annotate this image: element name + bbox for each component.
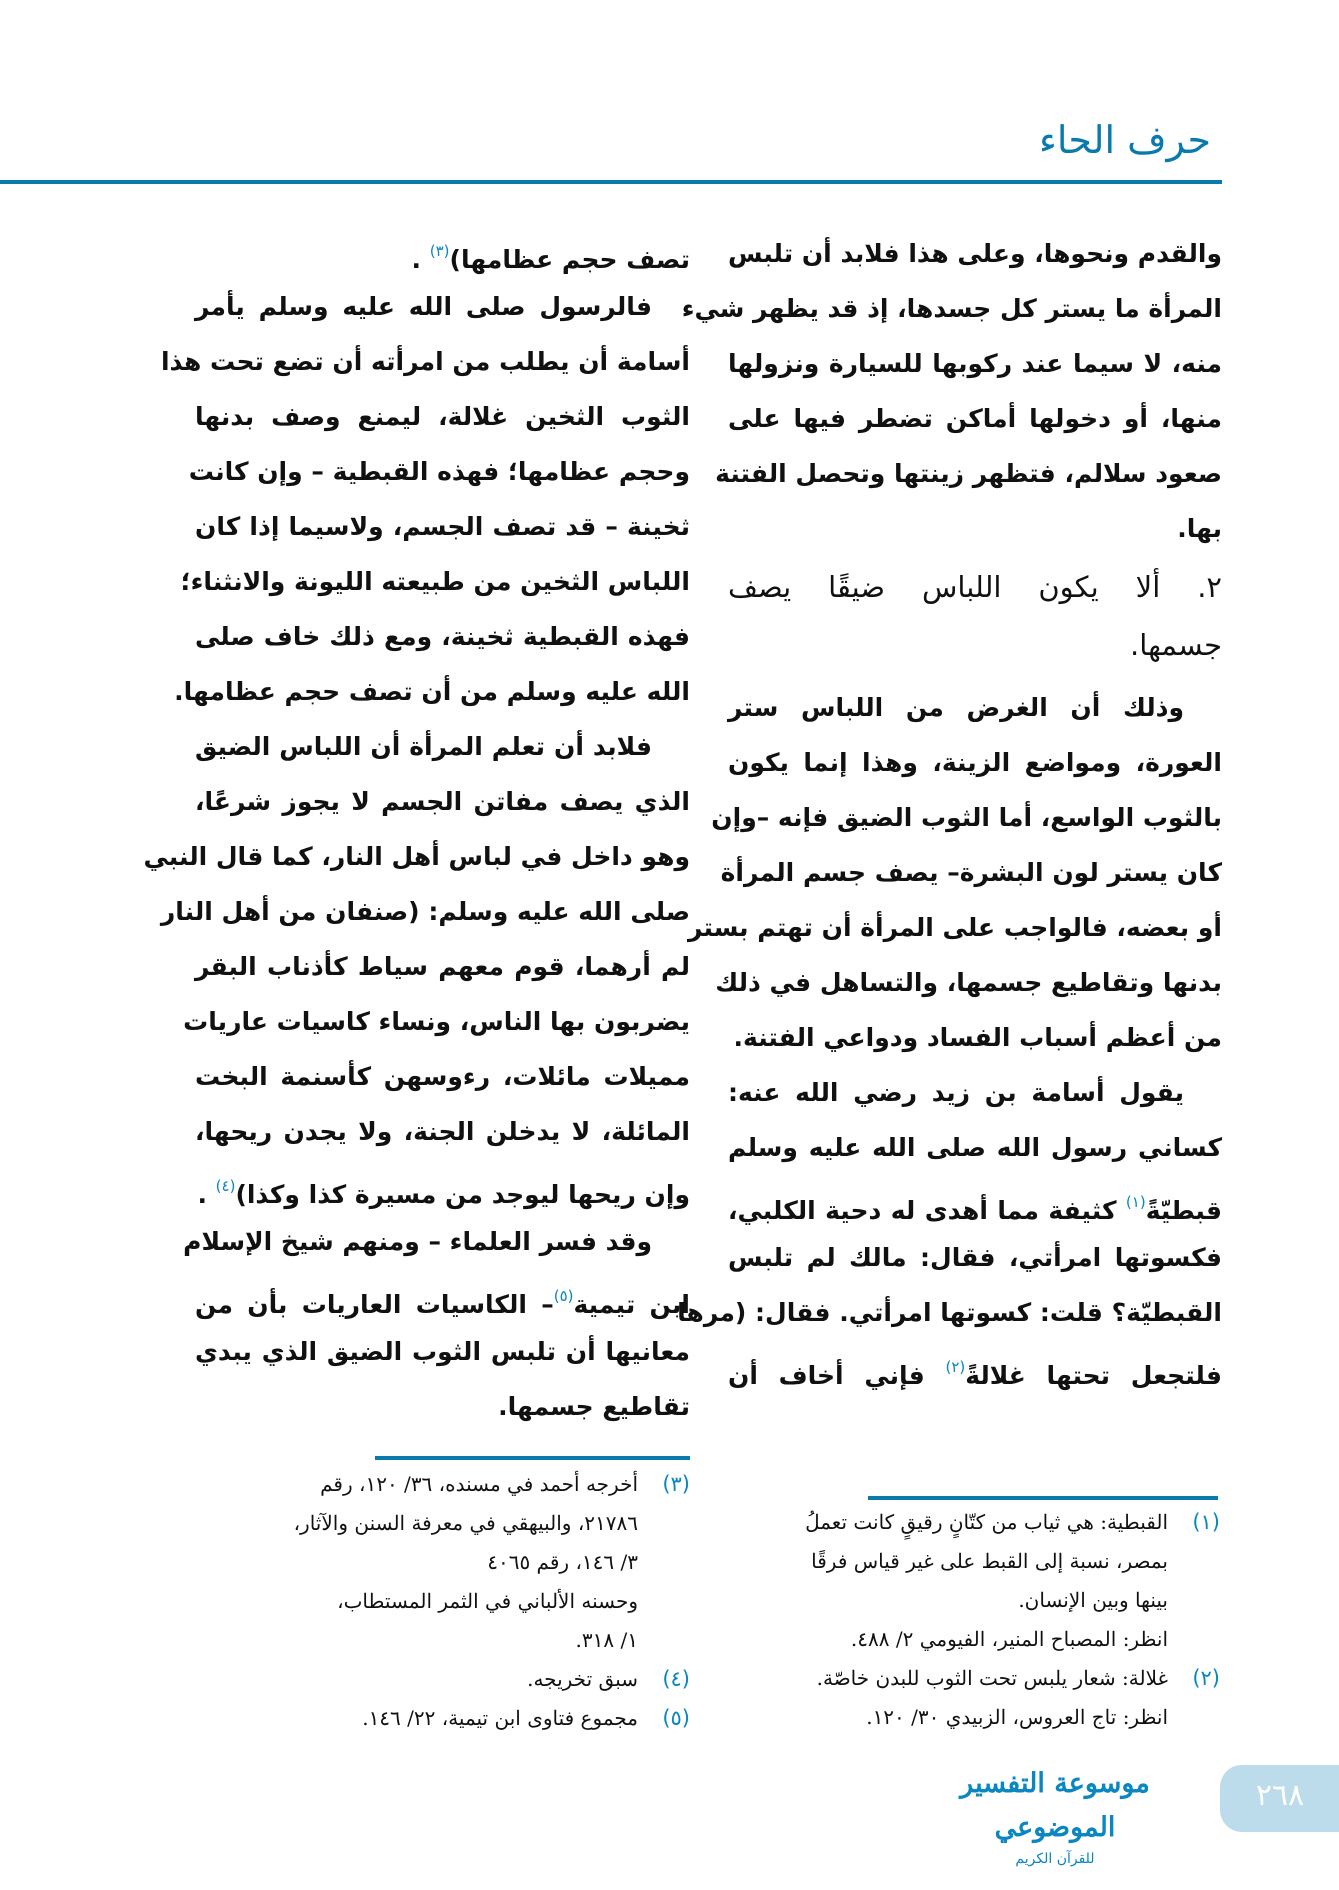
text-line: يضربون بها الناس، ونساء كاسيات عاريات (183, 1007, 690, 1036)
publisher-logo (930, 1762, 1180, 1868)
footnote-body (195, 1465, 638, 1660)
paragraph (143, 719, 690, 1214)
text-line: الله عليه وسلم من أن تصف حجم عظامها. (174, 677, 690, 706)
text-line: بها. (1177, 514, 1222, 543)
text-line: مميلات مائلات، رءوسهن كأسنمة البخت (195, 1062, 690, 1091)
footnote-reference[interactable]: (٣) (429, 242, 450, 260)
footnote-line: سبق تخريجه. (527, 1667, 638, 1691)
text-line: بالثوب الواسع، أما الثوب الضيق فإنه –وإن (711, 803, 1222, 832)
footnote-line: أخرجه أحمد في مسنده، ٣٦/ ١٢٠، رقم (320, 1472, 638, 1496)
text-line (195, 1269, 690, 1324)
text-line: معانيها أن تلبس الثوب الضيق الذي يبدي (195, 1337, 690, 1366)
text-line: منها، أو دخولها أماكن تضطر فيها على (728, 404, 1222, 433)
footnote-line: ٢١٧٨٦، والبيهقي في معرفة السنن والآثار، (293, 1511, 638, 1535)
footnote-number: (٥) (662, 1706, 690, 1730)
text-line: فالرسول صلى الله عليه وسلم يأمر (195, 292, 652, 321)
footnote-reference[interactable]: (١) (1125, 1193, 1146, 1211)
footnotes-right (720, 1503, 1220, 1737)
text-segment: وإن ريحها ليوجد من مسيرة كذا وكذا) (235, 1180, 690, 1209)
footnote-line: ١/ ٣١٨. (575, 1628, 638, 1652)
footnote-reference[interactable]: (٥) (553, 1287, 574, 1305)
text-line: من أعظم أسباب الفساد ودواعي الفتنة. (733, 1023, 1222, 1052)
left-text-column (143, 224, 690, 1434)
chapter-title: حرف الحاء (1038, 118, 1211, 162)
text-line: المائلة، لا يدخلن الجنة، ولا يجدن ريحها، (195, 1117, 690, 1146)
text-segment: فإني أخاف أن (728, 1361, 946, 1390)
footnote-line: انظر: المصباح المنير، الفيومي ٢/ ٤٨٨. (850, 1627, 1168, 1651)
text-line: القبطيّة؟ قلت: كسوتها امرأتي. فقال: (مرها (677, 1298, 1222, 1327)
footnote-line: انظر: تاج العروس، الزبيدي ٣٠/ ١٢٠. (866, 1705, 1168, 1729)
logo-title: موسوعة التفسير الموضوعي (960, 1768, 1150, 1843)
text-line: بدنها وتقاطيع جسمها، والتساهل في ذلك (715, 968, 1222, 997)
text-line: أو بعضه، فالواجب على المرأة أن تهتم بستر (687, 913, 1222, 942)
footnote-number: (١) (1192, 1510, 1220, 1534)
footnotes-left (195, 1465, 690, 1738)
text-line: يقول أسامة بن زيد رضي الله عنه: (728, 1078, 1184, 1107)
text-line: اللباس الثخين من طبيعته الليونة والانثناء؛ (180, 567, 690, 596)
footnote-line: ٣/ ١٤٦، رقم ٤٠٦٥ (487, 1550, 638, 1574)
footnote-reference[interactable]: (٢) (945, 1358, 966, 1376)
paragraph (183, 1214, 690, 1434)
footnote-line: بينها وبين الإنسان. (1018, 1588, 1168, 1612)
paragraph (677, 1065, 1222, 1395)
footnote-body (720, 1503, 1168, 1659)
text-segment: قبطيّةً (1145, 1196, 1222, 1225)
right-text-column (677, 226, 1222, 1395)
text-line: كساني رسول الله صلى الله عليه وسلم (728, 1133, 1222, 1162)
footnote (195, 1465, 690, 1660)
text-line: فلابد أن تعلم المرأة أن اللباس الضيق (195, 732, 652, 761)
footnote-line: وحسنه الألباني في الثمر المستطاب، (337, 1589, 638, 1613)
text-segment: كثيفة مما أهدى له دحية الكلبي، (728, 1196, 1126, 1225)
text-line (728, 1340, 1222, 1395)
section-heading (728, 558, 1222, 674)
text-line: الذي يصف مفاتن الجسم لا يجوز شرعًا، (195, 787, 690, 816)
text-line: المرأة ما يستر كل جسدها، إذ قد يظهر شيء (681, 294, 1222, 323)
text-line: ثخينة – قد تصف الجسم، ولاسيما إذا كان (195, 512, 690, 541)
footnote-body (720, 1659, 1168, 1737)
text-line: كان يستر لون البشرة– يصف جسم المرأة (720, 858, 1222, 887)
paragraph (681, 226, 1222, 556)
footnote (195, 1660, 690, 1699)
text-segment: ابن تيمية (573, 1290, 690, 1319)
text-line: جسمها. (1130, 628, 1222, 662)
footnote (720, 1503, 1220, 1659)
footnote-number: (٤) (662, 1667, 690, 1691)
text-line: وذلك أن الغرض من اللباس ستر (728, 693, 1184, 722)
text-line: العورة، ومواضع الزينة، وهذا إنما يكون (728, 748, 1222, 777)
text-line: لم أرهما، قوم معهم سياط كأذناب البقر (195, 952, 690, 981)
footnote-line: بمصر، نسبة إلى القبط على غير قياس فرقًا (811, 1549, 1168, 1573)
text-line: تقاطيع جسمها. (498, 1392, 690, 1421)
footnote-number: (٢) (1192, 1666, 1220, 1690)
text-segment: تصف حجم عظامها) (449, 245, 690, 274)
header-divider (0, 180, 1222, 184)
footnote-line: مجموع فتاوى ابن تيمية، ٢٢/ ١٤٦. (362, 1706, 638, 1730)
text-segment: . (411, 245, 430, 274)
logo-subtitle: للقرآن الكريم (1015, 1851, 1095, 1867)
page-number: ٢٦٨ (1255, 1778, 1305, 1813)
footnote-reference[interactable]: (٤) (215, 1177, 236, 1195)
paragraph (687, 680, 1222, 1065)
text-segment: . (197, 1180, 216, 1209)
text-line: صعود سلالم، فتظهر زينتها وتحصل الفتنة (715, 459, 1222, 488)
text-line: وحجم عظامها؛ فهذه القبطية – وإن كانت (188, 457, 690, 486)
text-line: صلى الله عليه وسلم: (صنفان من أهل النار (160, 897, 690, 926)
footnote-divider-right (868, 1496, 1218, 1500)
footnote-divider-left (375, 1456, 690, 1460)
text-line: ٢. ألا يكون اللباس ضيقًا يصف (728, 570, 1222, 604)
footnote-number: (٣) (662, 1472, 690, 1496)
text-line (195, 1159, 690, 1214)
paragraph (195, 224, 690, 279)
paragraph (160, 279, 690, 719)
footnote-body (195, 1660, 638, 1699)
text-line: منه، لا سيما عند ركوبها للسيارة ونزولها (728, 349, 1222, 378)
footnote (195, 1699, 690, 1738)
text-line: فكسوتها امرأتي، فقال: مالك لم تلبس (728, 1243, 1222, 1272)
text-line (728, 1175, 1222, 1230)
text-segment: – الكاسيات العاريات بأن من (195, 1290, 554, 1319)
text-line (195, 224, 690, 279)
text-line: فهذه القبطية ثخينة، ومع ذلك خاف صلى (195, 622, 690, 651)
text-line: الثوب الثخين غلالة، ليمنع وصف بدنها (195, 402, 690, 431)
footnote-body (195, 1699, 638, 1738)
footnote (720, 1659, 1220, 1737)
text-line: وقد فسر العلماء – ومنهم شيخ الإسلام (183, 1227, 652, 1256)
text-line: وهو داخل في لباس أهل النار، كما قال النبي (143, 842, 690, 871)
text-segment: فلتجعل تحتها غلالةً (965, 1361, 1222, 1390)
text-line: أسامة أن يطلب من امرأته أن تضع تحت هذا (160, 347, 690, 376)
text-line: والقدم ونحوها، وعلى هذا فلابد أن تلبس (728, 239, 1222, 268)
footnote-line: غلالة: شعار يلبس تحت الثوب للبدن خاصّة. (816, 1666, 1168, 1690)
footnote-line: القبطية: هي ثياب من كتّانٍ رقيقٍ كانت تعملُ (805, 1510, 1168, 1534)
